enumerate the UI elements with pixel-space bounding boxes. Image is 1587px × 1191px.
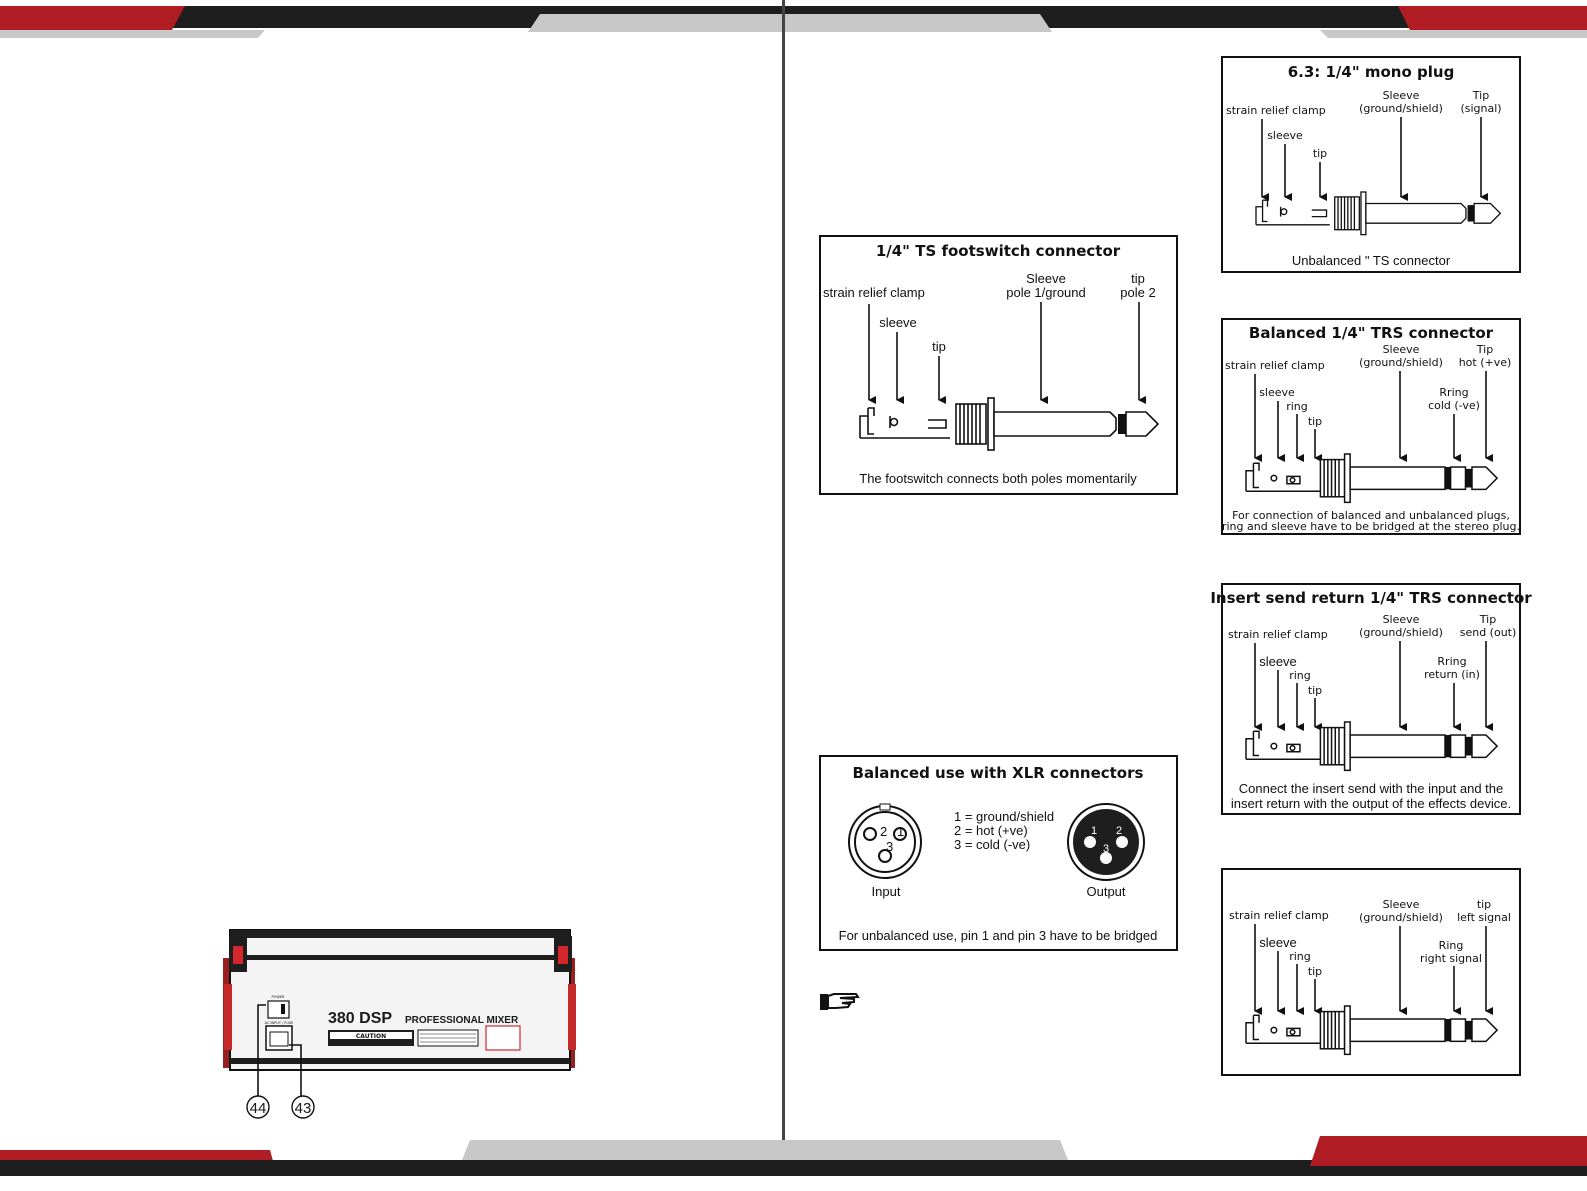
label: hot (+ve) xyxy=(1458,356,1512,369)
label: sleeve xyxy=(1259,654,1297,669)
svg-text:2: 2 xyxy=(1116,825,1123,837)
label: sleeve xyxy=(1267,129,1303,142)
label: Tip xyxy=(1479,613,1497,626)
svg-text:2: 2 xyxy=(880,824,888,839)
pin-3: 3 = cold (-ve) xyxy=(954,837,1031,852)
pin-2: 2 = hot (+ve) xyxy=(954,823,1028,838)
label: Ring xyxy=(1438,939,1464,952)
label: send (out) xyxy=(1459,626,1517,639)
label: strain relief clamp xyxy=(1228,628,1328,641)
label: pole 2 xyxy=(1120,285,1156,300)
bottom-bar xyxy=(0,1136,1587,1191)
svg-text:AC INPUT / FUSE: AC INPUT / FUSE xyxy=(264,1021,294,1025)
ts-footswitch-diagram xyxy=(820,236,1177,494)
label: left signal xyxy=(1457,911,1511,924)
label: Tip xyxy=(1476,343,1494,356)
mixer-rear-panel xyxy=(223,930,576,1118)
trs-diagram xyxy=(1222,319,1520,534)
label: strain relief clamp xyxy=(823,285,925,300)
stereo-diagram xyxy=(1222,869,1520,1075)
svg-text:3: 3 xyxy=(886,839,894,854)
label: tip xyxy=(932,339,946,354)
label: sleeve xyxy=(1259,935,1297,950)
mixer-model: 380 DSP xyxy=(328,1010,393,1027)
pin-1: 1 = ground/shield xyxy=(954,809,1055,824)
label: tip xyxy=(1476,898,1492,911)
label: tip xyxy=(1307,965,1323,978)
label: sleeve xyxy=(1259,386,1295,399)
callout-43: 43 xyxy=(294,1100,312,1117)
label: Sleeve xyxy=(1382,613,1420,626)
xlr-title: Balanced use with XLR connectors xyxy=(852,764,1144,782)
label: pole 1/ground xyxy=(1006,285,1086,300)
label: Rring xyxy=(1439,386,1469,399)
mono-plug-diagram xyxy=(1222,57,1520,272)
label: ring xyxy=(1289,950,1311,963)
callout-44: 44 xyxy=(249,1100,267,1117)
label: strain relief clamp xyxy=(1226,104,1326,117)
label: strain relief clamp xyxy=(1225,359,1325,372)
label: (ground/shield) xyxy=(1359,911,1443,924)
label: ring xyxy=(1289,669,1311,682)
label: Sleeve xyxy=(1382,343,1420,356)
mono-plug-note: Unbalanced " TS connector xyxy=(1291,253,1451,268)
xlr-input-label: Input xyxy=(871,884,901,899)
label: (ground/shield) xyxy=(1359,102,1443,115)
label: Sleeve xyxy=(1382,898,1420,911)
label: Rring xyxy=(1437,655,1467,668)
ts-footswitch-note: The footswitch connects both poles momentarily xyxy=(859,471,1137,486)
label: Sleeve xyxy=(1026,271,1066,286)
label: Sleeve xyxy=(1382,89,1420,102)
label: strain relief clamp xyxy=(1229,909,1329,922)
label: Tip xyxy=(1472,89,1490,102)
mono-plug-title: 6.3: 1/4" mono plug xyxy=(1287,63,1455,81)
label: tip xyxy=(1131,271,1145,286)
xlr-diagram xyxy=(820,756,1177,950)
xlr-note: For unbalanced use, pin 1 and pin 3 have to be bridged xyxy=(838,928,1158,943)
caution-label: CAUTION xyxy=(355,1033,387,1040)
label: tip xyxy=(1312,147,1328,160)
svg-text:1: 1 xyxy=(897,824,905,839)
label: sleeve xyxy=(879,315,917,330)
insert-note-1: Connect the insert send with the input and the xyxy=(1238,781,1504,796)
label: (ground/shield) xyxy=(1359,356,1443,369)
trs-note-1: For connection of balanced and unbalanced plugs, xyxy=(1232,509,1510,522)
svg-text:POWER: POWER xyxy=(271,995,285,999)
insert-note-2: insert return with the output of the effects device. xyxy=(1230,796,1512,811)
label: ring xyxy=(1286,400,1308,413)
pointing-hand-icon xyxy=(820,994,858,1010)
label: tip xyxy=(1307,684,1323,697)
label: return (in) xyxy=(1424,668,1480,681)
svg-text:1: 1 xyxy=(1091,825,1098,837)
label: (ground/shield) xyxy=(1359,626,1443,639)
mixer-subtitle: PROFESSIONAL MIXER xyxy=(405,1015,519,1026)
insert-diagram xyxy=(1210,584,1532,814)
trs-title: Balanced 1/4" TRS connector xyxy=(1248,324,1494,342)
label: cold (-ve) xyxy=(1428,399,1480,412)
svg-text:3: 3 xyxy=(1103,843,1110,855)
label: (signal) xyxy=(1460,102,1502,115)
trs-note-2: ring and sleeve have to be bridged at the stereo plug. xyxy=(1221,520,1521,533)
label: right signal xyxy=(1420,952,1482,965)
insert-title: Insert send return 1/4" TRS connector xyxy=(1210,589,1532,607)
label: tip xyxy=(1307,415,1323,428)
ts-footswitch-title: 1/4" TS footswitch connector xyxy=(875,242,1121,260)
xlr-output-label: Output xyxy=(1086,884,1126,899)
